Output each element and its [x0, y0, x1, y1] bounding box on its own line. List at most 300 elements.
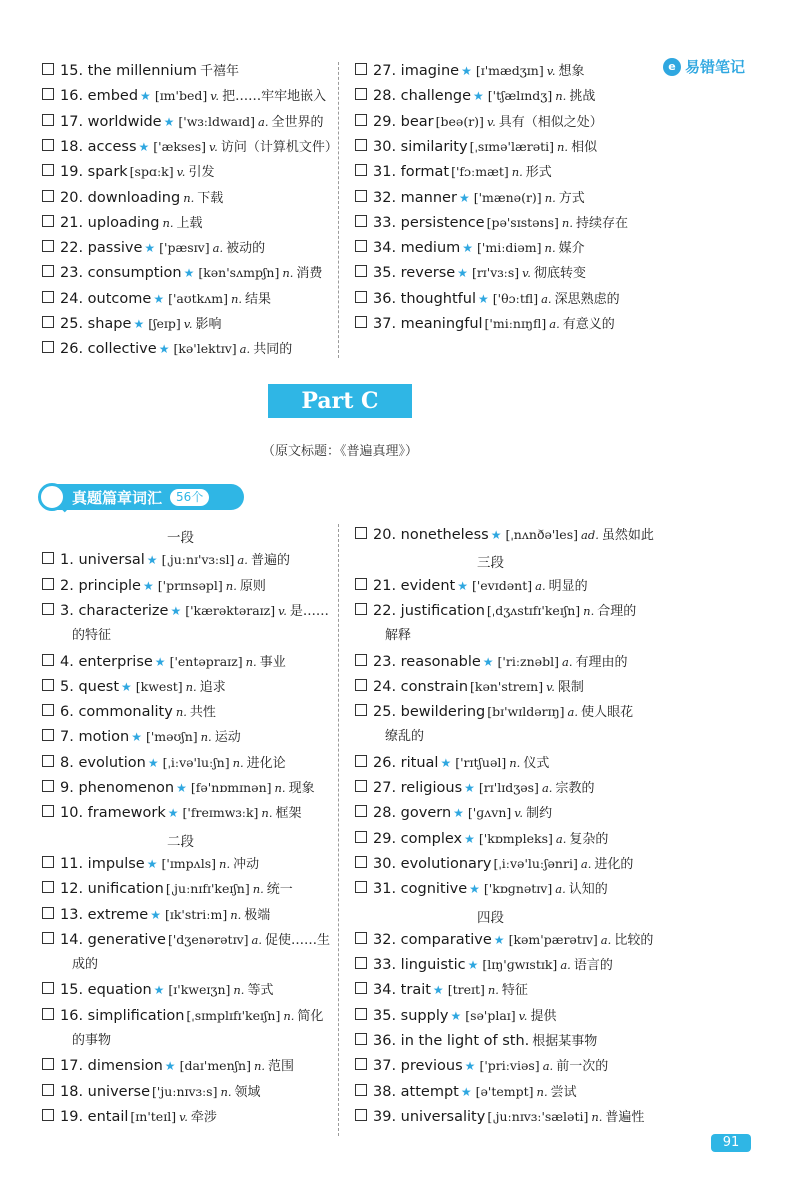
checkbox[interactable]: [355, 114, 367, 126]
star-icon: ★: [153, 983, 165, 997]
checkbox[interactable]: [42, 1084, 54, 1096]
phonetic: [beə(r)]: [435, 114, 484, 129]
part-of-speech: v.: [522, 266, 531, 280]
definition: 具有（相似之处）: [498, 115, 603, 130]
phonetic: ['miːdiəm]: [477, 240, 542, 255]
definition: 上载: [176, 216, 203, 231]
page-number: 91: [711, 1134, 751, 1152]
definition: 前一次的: [556, 1059, 609, 1074]
phonetic: [ˌiːvə'luːʃn]: [162, 755, 230, 770]
phonetic: ['kɒɡnətɪv]: [483, 881, 553, 896]
part-of-speech: a.: [535, 579, 546, 593]
definition: 原则: [239, 579, 266, 594]
part-of-speech: a.: [555, 832, 567, 846]
logo-text: 易错笔记: [685, 58, 746, 76]
star-icon: ★: [432, 983, 444, 997]
star-icon: ★: [154, 655, 166, 669]
definition: 仪式: [523, 756, 550, 771]
vocab-word: 38. attempt: [373, 1084, 459, 1100]
vocab-word: 7. motion: [60, 729, 130, 745]
vocab-word: 27. imagine: [373, 63, 460, 79]
definition: 复杂的: [569, 832, 609, 847]
vocab-word: 18. universe: [60, 1084, 151, 1100]
definition: 影响: [195, 317, 222, 332]
checkbox[interactable]: [42, 215, 54, 227]
vocab-entry: [42, 906, 270, 925]
checkbox[interactable]: [42, 856, 54, 868]
vocab-entry: [355, 189, 585, 208]
definition: 普遍的: [250, 553, 290, 568]
checkbox[interactable]: [355, 190, 367, 202]
checkbox[interactable]: [42, 316, 54, 328]
phonetic: [rɪ'lɪdʒəs]: [478, 780, 539, 795]
vocab-entry: [355, 1108, 644, 1127]
definition: 促使……生: [265, 933, 331, 948]
vocab-entry: [355, 526, 654, 545]
part-of-speech: a.: [580, 857, 592, 871]
vocab-entry: [355, 855, 633, 874]
part-of-speech: n.: [274, 781, 286, 795]
vocab-word: 30. evolutionary: [373, 856, 492, 872]
checkbox[interactable]: [355, 982, 367, 994]
vocab-word: 31. cognitive: [373, 881, 468, 897]
vocab-word: 16. simplification: [60, 1008, 185, 1024]
checkbox[interactable]: [355, 1109, 367, 1121]
checkbox[interactable]: [355, 957, 367, 969]
vocab-entry: [355, 754, 549, 773]
definition: 深思熟虑的: [554, 292, 620, 307]
checkbox[interactable]: [42, 729, 54, 741]
checkbox[interactable]: [355, 654, 367, 666]
part-of-speech: n.: [220, 1085, 232, 1099]
phonetic: ['məʊʃn]: [145, 729, 198, 744]
phonetic: ['entəpraɪz]: [169, 654, 243, 669]
vocab-entry: [42, 1083, 261, 1102]
checkbox[interactable]: [355, 805, 367, 817]
vocab-entry: [42, 551, 290, 570]
vocab-entry: [42, 189, 223, 208]
vocab-entry: [355, 62, 585, 81]
phonetic: ['evɪdənt]: [471, 578, 533, 593]
star-icon: ★: [464, 1059, 476, 1073]
vocab-entry: [42, 855, 259, 874]
part-of-speech: v.: [209, 140, 218, 154]
part-of-speech: v.: [176, 165, 186, 179]
checkbox[interactable]: [355, 856, 367, 868]
definition: 范围: [268, 1059, 295, 1074]
checkbox[interactable]: [355, 780, 367, 792]
star-icon: ★: [133, 317, 145, 331]
definition: 进化的: [594, 857, 634, 872]
phonetic: [ˌjuːnɪfɪ'keɪʃn]: [165, 881, 250, 896]
definition: 形式: [525, 165, 552, 180]
part-of-speech: ad.: [581, 528, 599, 542]
part-of-speech: a.: [560, 958, 571, 972]
definition: 追求: [199, 680, 226, 695]
checkbox[interactable]: [42, 265, 54, 277]
vocab-word: 15. the millennium: [60, 63, 197, 79]
vocab-entry: [355, 290, 620, 309]
definition: 运动: [214, 730, 241, 745]
checkbox[interactable]: [42, 932, 54, 944]
part-of-speech: n.: [583, 604, 595, 618]
definition: 挑战: [569, 89, 596, 104]
checkbox[interactable]: [355, 603, 367, 615]
checkbox[interactable]: [42, 291, 54, 303]
star-icon: ★: [140, 89, 151, 103]
phonetic: [ˌsɪmə'lærəti]: [469, 139, 555, 154]
part-of-speech: n.: [509, 756, 521, 770]
part-of-speech: n.: [252, 882, 264, 896]
vocab-column-bottom-right: [355, 526, 735, 1146]
vocab-word: 19. entail: [60, 1109, 129, 1125]
part-of-speech: v.: [210, 89, 220, 103]
star-icon: ★: [473, 89, 484, 103]
checkbox[interactable]: [355, 831, 367, 843]
vocab-word: 14. generative: [60, 932, 166, 948]
vocab-word: 26. ritual: [373, 755, 439, 771]
part-of-speech: a.: [549, 317, 560, 331]
definition: 现象: [288, 781, 315, 796]
phonetic: [ɪm'bed]: [154, 88, 208, 103]
definition: 有意义的: [562, 317, 615, 332]
definition: 结果: [245, 292, 272, 307]
vocab-word: 22. justification: [373, 603, 485, 619]
definition: 统一: [266, 882, 293, 897]
definition: 认知的: [568, 882, 608, 897]
star-icon: ★: [138, 140, 150, 154]
vocab-entry: [42, 163, 214, 182]
checkbox[interactable]: [42, 552, 54, 564]
vocab-word: 28. govern: [373, 805, 452, 821]
part-of-speech: n.: [282, 266, 294, 280]
definition: 冲动: [233, 857, 260, 872]
logo-icon: e: [663, 58, 681, 76]
star-icon: ★: [464, 781, 475, 795]
part-of-speech: n.: [544, 191, 556, 205]
definition: 是……: [289, 604, 329, 619]
vocab-entry: [42, 728, 241, 747]
star-icon: ★: [167, 806, 179, 820]
star-icon: ★: [153, 292, 165, 306]
vocab-word: 33. persistence: [373, 215, 485, 231]
star-icon: ★: [482, 655, 494, 669]
part-of-speech: n.: [487, 983, 499, 997]
definition: 比较的: [614, 933, 654, 948]
vocab-entry: [355, 602, 636, 621]
definition: 彻底转变: [533, 266, 586, 281]
vocab-word: 25. shape: [60, 316, 132, 332]
vocab-word: 25. bewildering: [373, 704, 486, 720]
vocab-entry: [355, 315, 615, 334]
phonetic: [fə'nɒmɪnən]: [190, 780, 272, 795]
checkbox[interactable]: [42, 907, 54, 919]
part-of-speech: a.: [542, 1059, 554, 1073]
paragraph-heading: 三段: [477, 555, 504, 571]
star-icon: ★: [450, 1009, 462, 1023]
checkbox[interactable]: [355, 1084, 367, 1096]
checkbox[interactable]: [355, 1058, 367, 1070]
vocab-word: 9. phenomenon: [60, 780, 175, 796]
vocab-word: 33. linguistic: [373, 957, 466, 973]
phonetic: ['aʊtkʌm]: [168, 291, 228, 306]
vocab-entry: [42, 340, 292, 359]
definition: 极端: [244, 908, 271, 923]
star-icon: ★: [440, 756, 452, 770]
star-icon: ★: [147, 756, 159, 770]
part-of-speech: a.: [212, 241, 224, 255]
vocab-entry: [355, 804, 552, 823]
checkbox[interactable]: [42, 1058, 54, 1070]
star-icon: ★: [457, 579, 468, 593]
checkbox[interactable]: [355, 139, 367, 151]
part-of-speech: n.: [511, 165, 523, 179]
part-of-speech: n.: [253, 1059, 266, 1073]
star-icon: ★: [142, 579, 154, 593]
checkbox[interactable]: [355, 1033, 367, 1045]
phonetic: ['ɪmpʌls]: [161, 856, 217, 871]
vocab-word: 10. framework: [60, 805, 166, 821]
definition: 方式: [558, 191, 585, 206]
vocab-entry: [42, 577, 266, 596]
phonetic: [treɪt]: [447, 982, 485, 997]
checkbox[interactable]: [42, 654, 54, 666]
star-icon: ★: [462, 241, 474, 255]
checkbox[interactable]: [355, 316, 367, 328]
definition-continued: 的事物: [72, 1033, 112, 1048]
part-of-speech: n.: [230, 908, 242, 922]
checkbox[interactable]: [42, 164, 54, 176]
vocab-word: 12. unification: [60, 881, 164, 897]
star-icon: ★: [163, 115, 175, 129]
star-icon: ★: [460, 1085, 472, 1099]
star-icon: ★: [464, 832, 475, 846]
part-of-speech: v.: [183, 317, 193, 331]
part-of-speech: n.: [225, 579, 237, 593]
checkbox[interactable]: [42, 88, 54, 100]
definition: 框架: [275, 806, 302, 821]
definition: 使人眼花: [581, 705, 634, 720]
checkbox[interactable]: [355, 240, 367, 252]
vocab-word: 21. uploading: [60, 215, 160, 231]
definition: 虽然如此: [601, 528, 654, 543]
definition: 共同的: [253, 342, 293, 357]
star-icon: ★: [164, 1059, 176, 1073]
vocab-word: 24. outcome: [60, 291, 152, 307]
checkbox[interactable]: [355, 63, 367, 75]
paragraph-heading: 二段: [167, 834, 194, 850]
definition: 事业: [259, 655, 286, 670]
vocab-count-badge: 56个: [170, 489, 209, 506]
vocab-word: 28. challenge: [373, 88, 472, 104]
vocab-word: 15. equation: [60, 982, 152, 998]
vocab-word: 36. in the light of sth.: [373, 1033, 530, 1049]
checkbox[interactable]: [42, 114, 54, 126]
definition: 制约: [526, 806, 553, 821]
part-of-speech: v.: [179, 1110, 188, 1124]
vocab-entry: [355, 830, 608, 849]
star-icon: ★: [146, 553, 158, 567]
star-icon: ★: [146, 857, 158, 871]
phonetic: ['mænə(r)]: [473, 190, 542, 205]
part-of-speech: n.: [261, 806, 273, 820]
part-of-speech: n.: [283, 1009, 295, 1023]
checkbox[interactable]: [42, 1008, 54, 1020]
checkbox[interactable]: [42, 881, 54, 893]
vocab-word: 22. passive: [60, 240, 143, 256]
star-icon: ★: [461, 64, 472, 78]
phonetic: ['fɔːmæt]: [451, 164, 509, 179]
phonetic: ['kærəktəraɪz]: [185, 603, 276, 618]
vocab-entry: [355, 1032, 597, 1051]
checkbox[interactable]: [42, 679, 54, 691]
phonetic: [ˌiːvə'luːʃənri]: [493, 856, 578, 871]
part-of-speech: a.: [258, 115, 269, 129]
vocab-entry: [355, 239, 585, 258]
vocab-entry: [355, 138, 597, 157]
checkbox[interactable]: [355, 88, 367, 100]
star-icon: ★: [493, 933, 505, 947]
checkbox[interactable]: [42, 704, 54, 716]
checkbox[interactable]: [355, 164, 367, 176]
checkbox[interactable]: [355, 1008, 367, 1020]
vocab-word: 8. evolution: [60, 755, 146, 771]
part-title: Part C: [268, 384, 412, 418]
definition: 提供: [530, 1009, 557, 1024]
vocab-entry: [42, 880, 293, 899]
checkbox[interactable]: [355, 215, 367, 227]
vocab-entry: [42, 214, 203, 233]
checkbox[interactable]: [355, 755, 367, 767]
star-icon: ★: [121, 680, 132, 694]
definition: 明显的: [548, 579, 588, 594]
checkbox[interactable]: [42, 190, 54, 202]
vocab-word: 23. reasonable: [373, 654, 481, 670]
vocab-entry: [42, 1007, 323, 1026]
checkbox[interactable]: [42, 1109, 54, 1121]
checkbox[interactable]: [355, 265, 367, 277]
phonetic: [daɪ'menʃn]: [179, 1058, 251, 1073]
vocab-entry: [355, 1007, 556, 1026]
paragraph-heading: 一段: [167, 530, 194, 546]
definition: 牵涉: [190, 1110, 217, 1125]
phonetic: ['pæsɪv]: [159, 240, 210, 255]
part-of-speech: n.: [175, 705, 187, 719]
part-of-speech: v.: [486, 115, 496, 129]
vocab-word: 18. access: [60, 139, 137, 155]
part-of-speech: a.: [239, 342, 251, 356]
checkbox[interactable]: [42, 578, 54, 590]
checkbox[interactable]: [42, 603, 54, 615]
star-icon: ★: [158, 342, 170, 356]
vocab-word: 20. downloading: [60, 190, 181, 206]
vocab-entry: [42, 653, 286, 672]
checkbox[interactable]: [42, 63, 54, 75]
part-of-speech: a.: [561, 655, 573, 669]
definition-continued: 解释: [385, 628, 412, 643]
definition: 相似: [571, 140, 598, 155]
vocab-banner-label: 真题篇章词汇: [72, 488, 163, 507]
checkbox[interactable]: [355, 527, 367, 539]
vocab-entry: [355, 880, 608, 899]
vocab-word: 30. similarity: [373, 139, 468, 155]
checkbox[interactable]: [42, 139, 54, 151]
part-of-speech: n.: [230, 292, 243, 306]
vocab-entry: [355, 931, 653, 950]
checkbox[interactable]: [42, 755, 54, 767]
definition: 尝试: [550, 1085, 577, 1100]
vocab-word: 35. reverse: [373, 265, 456, 281]
phonetic: [kəm'pærətɪv]: [508, 932, 598, 947]
vocab-entry: [42, 87, 326, 106]
checkbox[interactable]: [42, 780, 54, 792]
checkbox[interactable]: [355, 291, 367, 303]
vocab-entry: [355, 1083, 577, 1102]
vocab-column-top-right: [355, 62, 735, 362]
vocab-entry: [355, 956, 613, 975]
checkbox[interactable]: [42, 240, 54, 252]
checkbox[interactable]: [355, 578, 367, 590]
vocab-entry: [42, 602, 329, 621]
vocab-column-top-left: [42, 62, 342, 362]
phonetic: [lɪŋ'ɡwɪstɪk]: [482, 957, 558, 972]
checkbox[interactable]: [42, 982, 54, 994]
definition: 领域: [234, 1085, 261, 1100]
vocab-word: 16. embed: [60, 88, 139, 104]
definition: 限制: [557, 680, 584, 695]
part-of-speech: a.: [600, 933, 612, 947]
checkbox[interactable]: [355, 881, 367, 893]
vocab-entry: [42, 315, 222, 334]
phonetic: ['riːznəbl]: [497, 654, 559, 669]
phonetic: [ɪn'teɪl]: [130, 1109, 177, 1124]
phonetic: [kə'lektɪv]: [173, 341, 237, 356]
vocab-word: 13. extreme: [60, 907, 149, 923]
checkbox[interactable]: [355, 679, 367, 691]
star-icon: ★: [131, 730, 142, 744]
vocab-word: 21. evident: [373, 578, 456, 594]
vocab-entry: [42, 1057, 294, 1076]
vocab-word: 27. religious: [373, 780, 463, 796]
part-of-speech: a.: [567, 705, 579, 719]
checkbox[interactable]: [355, 932, 367, 944]
definition: 全世界的: [271, 115, 324, 130]
definition: 下载: [197, 191, 224, 206]
vocab-word: 4. enterprise: [60, 654, 153, 670]
checkbox[interactable]: [42, 805, 54, 817]
phonetic: [sə'plaɪ]: [465, 1008, 516, 1023]
magnifier-icon: [38, 483, 66, 511]
vocab-entry: [42, 678, 226, 697]
definition: 共性: [189, 705, 216, 720]
part-of-speech: n.: [591, 1110, 603, 1124]
checkbox[interactable]: [355, 704, 367, 716]
definition: 想象: [558, 64, 585, 79]
vocab-entry: [42, 981, 273, 1000]
definition: 简化: [297, 1009, 324, 1024]
column-divider-top: [338, 62, 339, 358]
checkbox[interactable]: [42, 341, 54, 353]
vocab-entry: [42, 113, 324, 132]
vocab-word: 19. spark: [60, 164, 128, 180]
vocab-entry: [42, 239, 265, 258]
definition: 引发: [188, 165, 215, 180]
vocab-entry: [355, 264, 586, 283]
part-of-speech: n.: [544, 241, 556, 255]
phonetic: ['freɪmwɜːk]: [182, 805, 259, 820]
vocab-entry: [42, 290, 271, 309]
star-icon: ★: [453, 806, 464, 820]
